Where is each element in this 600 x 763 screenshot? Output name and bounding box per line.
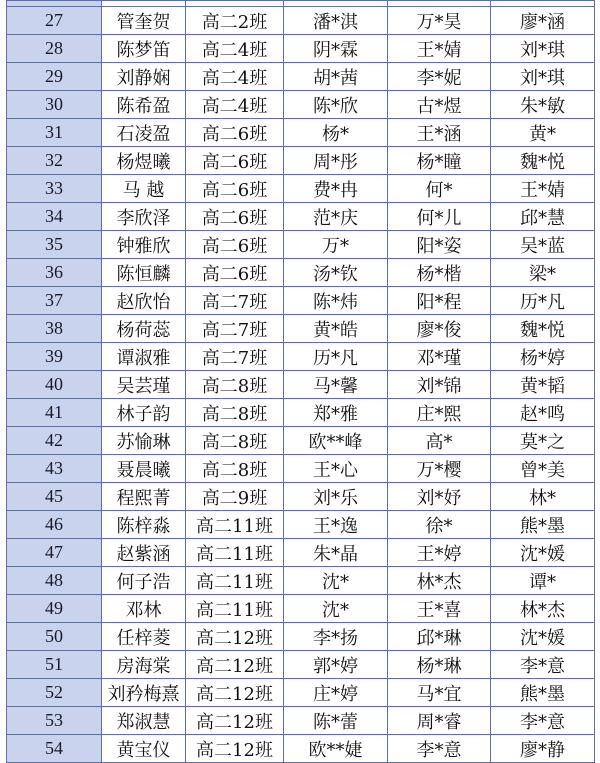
row-number: 52 [7, 679, 102, 707]
name-col-1: 李*扬 [284, 623, 388, 651]
student-name: 刘静娴 [102, 63, 186, 91]
table-row [7, 343, 595, 371]
name-col-2: 高* [388, 427, 491, 455]
name-col-3: 杨*婷 [491, 343, 595, 371]
name-col-1: 庄*婷 [284, 679, 388, 707]
student-name: 马 越 [102, 175, 186, 203]
class-name: 高二12班 [186, 679, 284, 707]
name-col-2: 王*喜 [388, 595, 491, 623]
table-row [7, 427, 595, 455]
name-col-2: 周*睿 [388, 707, 491, 735]
row-number: 46 [7, 511, 102, 539]
table-row [7, 651, 595, 679]
row-number: 49 [7, 595, 102, 623]
class-name: 高二7班 [186, 343, 284, 371]
student-name: 黄宝仪 [102, 735, 186, 763]
student-table-body [7, 1, 595, 763]
student-name: 聂晨曦 [102, 455, 186, 483]
row-number: 33 [7, 175, 102, 203]
row-number: 31 [7, 119, 102, 147]
name-col-2: 何*儿 [388, 203, 491, 231]
class-name: 高二6班 [186, 259, 284, 287]
row-number: 41 [7, 399, 102, 427]
row-number: 37 [7, 287, 102, 315]
name-col-1: 潘*淇 [284, 7, 388, 35]
name-col-2: 万*昊 [388, 7, 491, 35]
class-name: 高二6班 [186, 147, 284, 175]
name-col-2: 何* [388, 175, 491, 203]
student-name: 钟雅欣 [102, 231, 186, 259]
row-number: 30 [7, 91, 102, 119]
student-name: 任梓菱 [102, 623, 186, 651]
student-name: 吴芸瑾 [102, 371, 186, 399]
student-name: 管奎贺 [102, 7, 186, 35]
name-col-2: 王*婷 [388, 539, 491, 567]
student-name: 石凌盈 [102, 119, 186, 147]
name-col-1: 陈*炜 [284, 287, 388, 315]
table-row [7, 623, 595, 651]
name-col-1: 周*彤 [284, 147, 388, 175]
name-col-2: 阳*程 [388, 287, 491, 315]
table-row [7, 455, 595, 483]
student-name: 林子韵 [102, 399, 186, 427]
table-row [7, 7, 595, 35]
class-name: 高二7班 [186, 315, 284, 343]
name-col-2: 古*煜 [388, 91, 491, 119]
table-row [7, 371, 595, 399]
name-col-3: 曾*美 [491, 455, 595, 483]
name-col-3: 刘*琪 [491, 63, 595, 91]
student-name: 陈恒麟 [102, 259, 186, 287]
table-row [7, 539, 595, 567]
student-name: 杨煜曦 [102, 147, 186, 175]
name-col-3: 谭* [491, 567, 595, 595]
class-name: 高二4班 [186, 63, 284, 91]
table-row [7, 483, 595, 511]
name-col-2: 阳*姿 [388, 231, 491, 259]
name-col-3: 刘*琪 [491, 35, 595, 63]
name-col-3: 王*婧 [491, 175, 595, 203]
class-name: 高二9班 [186, 483, 284, 511]
name-col-3: 林* [491, 483, 595, 511]
name-col-3: 黄* [491, 119, 595, 147]
row-number: 32 [7, 147, 102, 175]
class-name: 高二12班 [186, 707, 284, 735]
class-name: 高二12班 [186, 651, 284, 679]
row-number: 45 [7, 483, 102, 511]
name-col-3: 黄*韬 [491, 371, 595, 399]
name-col-3: 魏*悦 [491, 147, 595, 175]
table-row [7, 567, 595, 595]
row-number: 53 [7, 707, 102, 735]
student-name: 赵紫涵 [102, 539, 186, 567]
row-number: 43 [7, 455, 102, 483]
student-table-container [6, 0, 594, 763]
row-number: 29 [7, 63, 102, 91]
name-col-3: 吴*蓝 [491, 231, 595, 259]
student-name: 程熙菁 [102, 483, 186, 511]
name-col-2: 王*涵 [388, 119, 491, 147]
student-name: 房海棠 [102, 651, 186, 679]
table-row [7, 119, 595, 147]
name-col-2: 马*宜 [388, 679, 491, 707]
row-number: 27 [7, 7, 102, 35]
student-name: 苏愉琳 [102, 427, 186, 455]
class-name: 高二7班 [186, 287, 284, 315]
name-col-3: 沈*媛 [491, 623, 595, 651]
name-col-3: 廖*涵 [491, 7, 595, 35]
name-col-1: 范*庆 [284, 203, 388, 231]
name-col-3: 熊*墨 [491, 679, 595, 707]
student-table [6, 0, 595, 763]
name-col-1: 阴*霖 [284, 35, 388, 63]
name-col-1: 万* [284, 231, 388, 259]
table-row [7, 203, 595, 231]
student-name: 何子浩 [102, 567, 186, 595]
class-name: 高二6班 [186, 119, 284, 147]
class-name: 高二6班 [186, 231, 284, 259]
name-col-1: 沈* [284, 567, 388, 595]
name-col-3: 廖*静 [491, 735, 595, 763]
name-col-2: 庄*熙 [388, 399, 491, 427]
name-col-3: 李*意 [491, 651, 595, 679]
table-row [7, 511, 595, 539]
name-col-1: 历*凡 [284, 343, 388, 371]
name-col-3: 莫*之 [491, 427, 595, 455]
student-name: 赵欣怡 [102, 287, 186, 315]
row-number: 42 [7, 427, 102, 455]
name-col-2: 刘*妤 [388, 483, 491, 511]
name-col-1: 沈* [284, 595, 388, 623]
name-col-2: 杨*瞳 [388, 147, 491, 175]
table-row [7, 287, 595, 315]
row-number: 34 [7, 203, 102, 231]
name-col-2: 邱*琳 [388, 623, 491, 651]
name-col-1: 欧**峰 [284, 427, 388, 455]
class-name: 高二11班 [186, 511, 284, 539]
row-number: 40 [7, 371, 102, 399]
name-col-3: 林*杰 [491, 595, 595, 623]
name-col-3: 熊*墨 [491, 511, 595, 539]
name-col-3: 历*凡 [491, 287, 595, 315]
name-col-1: 汤*钦 [284, 259, 388, 287]
student-name: 邓林 [102, 595, 186, 623]
name-col-1: 王*心 [284, 455, 388, 483]
table-row [7, 399, 595, 427]
class-name: 高二4班 [186, 35, 284, 63]
class-name: 高二11班 [186, 595, 284, 623]
class-name: 高二8班 [186, 371, 284, 399]
row-number: 48 [7, 567, 102, 595]
class-name: 高二11班 [186, 567, 284, 595]
row-number: 50 [7, 623, 102, 651]
name-col-2: 邓*瑾 [388, 343, 491, 371]
class-name: 高二12班 [186, 735, 284, 763]
name-col-3: 赵*鸣 [491, 399, 595, 427]
table-row [7, 679, 595, 707]
name-col-1: 胡*茜 [284, 63, 388, 91]
class-name: 高二8班 [186, 455, 284, 483]
table-row [7, 259, 595, 287]
table-row [7, 175, 595, 203]
class-name: 高二11班 [186, 539, 284, 567]
name-col-1: 朱*晶 [284, 539, 388, 567]
row-number: 28 [7, 35, 102, 63]
name-col-2: 杨*琳 [388, 651, 491, 679]
name-col-2: 廖*俊 [388, 315, 491, 343]
class-name: 高二12班 [186, 623, 284, 651]
row-number: 36 [7, 259, 102, 287]
row-number: 51 [7, 651, 102, 679]
name-col-2: 杨*楷 [388, 259, 491, 287]
name-col-1: 郑*雅 [284, 399, 388, 427]
name-col-3: 魏*悦 [491, 315, 595, 343]
name-col-2: 李*意 [388, 735, 491, 763]
name-col-2: 林*杰 [388, 567, 491, 595]
table-row [7, 91, 595, 119]
student-name: 谭淑雅 [102, 343, 186, 371]
name-col-3: 梁* [491, 259, 595, 287]
name-col-3: 朱*敏 [491, 91, 595, 119]
table-row [7, 735, 595, 763]
table-row [7, 35, 595, 63]
name-col-1: 杨* [284, 119, 388, 147]
table-row [7, 63, 595, 91]
name-col-1: 郭*婷 [284, 651, 388, 679]
student-name: 杨荷蕊 [102, 315, 186, 343]
name-col-1: 王*逸 [284, 511, 388, 539]
class-name: 高二8班 [186, 427, 284, 455]
name-col-1: 费*冉 [284, 175, 388, 203]
row-number: 38 [7, 315, 102, 343]
table-row [7, 595, 595, 623]
name-col-3: 沈*媛 [491, 539, 595, 567]
student-name: 郑淑慧 [102, 707, 186, 735]
name-col-2: 徐* [388, 511, 491, 539]
table-row [7, 707, 595, 735]
class-name: 高二6班 [186, 203, 284, 231]
name-col-1: 陈*蕾 [284, 707, 388, 735]
name-col-2: 刘*锦 [388, 371, 491, 399]
class-name: 高二2班 [186, 7, 284, 35]
name-col-1: 黄*皓 [284, 315, 388, 343]
name-col-2: 万*樱 [388, 455, 491, 483]
student-name: 陈希盈 [102, 91, 186, 119]
table-row [7, 231, 595, 259]
class-name: 高二6班 [186, 175, 284, 203]
name-col-1: 刘*乐 [284, 483, 388, 511]
student-name: 陈梓淼 [102, 511, 186, 539]
row-number: 47 [7, 539, 102, 567]
row-number: 35 [7, 231, 102, 259]
class-name: 高二8班 [186, 399, 284, 427]
student-name: 李欣泽 [102, 203, 186, 231]
name-col-2: 王*婧 [388, 35, 491, 63]
student-name: 陈梦笛 [102, 35, 186, 63]
name-col-2: 李*妮 [388, 63, 491, 91]
class-name: 高二4班 [186, 91, 284, 119]
name-col-1: 马*馨 [284, 371, 388, 399]
row-number: 54 [7, 735, 102, 763]
name-col-3: 邱*慧 [491, 203, 595, 231]
name-col-1: 欧**婕 [284, 735, 388, 763]
student-name: 刘矜梅熹 [102, 679, 186, 707]
table-row [7, 147, 595, 175]
table-row [7, 315, 595, 343]
name-col-1: 陈*欣 [284, 91, 388, 119]
row-number: 39 [7, 343, 102, 371]
name-col-3: 李*意 [491, 707, 595, 735]
